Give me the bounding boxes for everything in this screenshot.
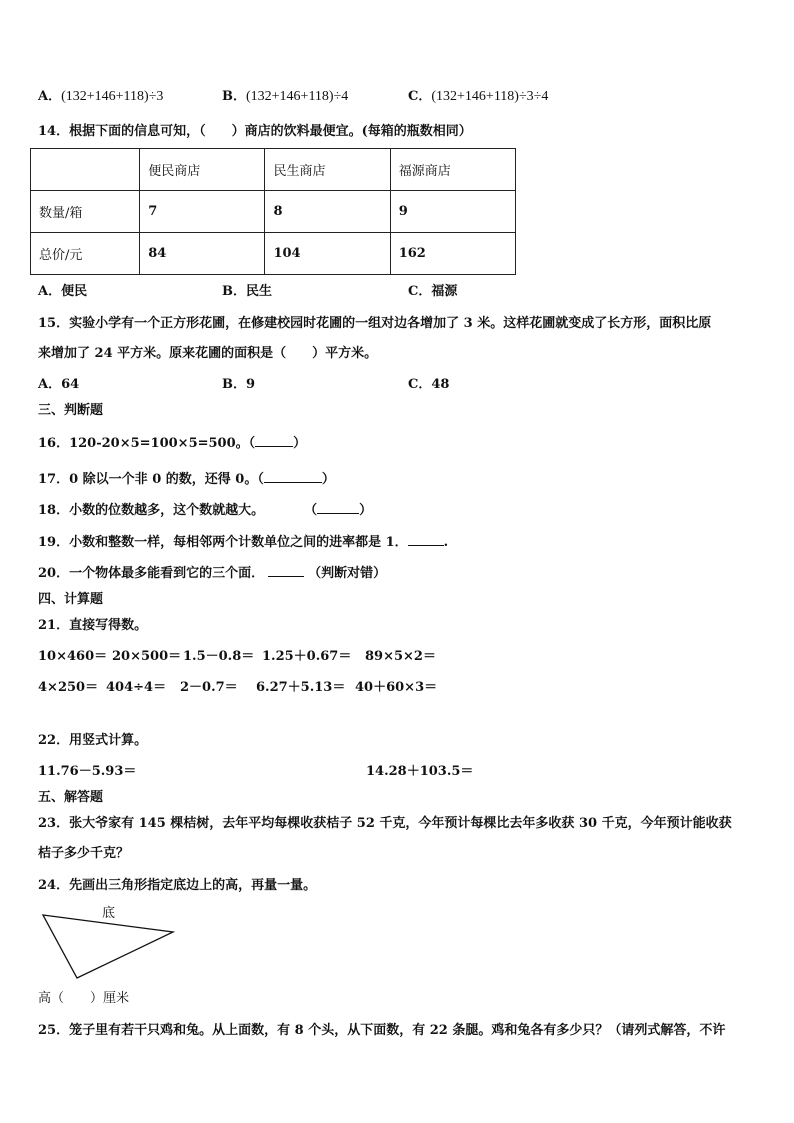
q17: [38, 470, 335, 489]
q13-option-a-letter: A．: [38, 89, 62, 104]
q23-line-2: 桔子多少千克？: [38, 846, 130, 861]
table-header-cell: 民生商店: [265, 149, 390, 191]
table-cell: 9: [390, 191, 515, 233]
q20-text: 20．一个物体最多能看到它的三个面．: [38, 566, 265, 581]
q13-option-c: [408, 88, 548, 106]
q15-line-2: 来增加了 24 平方米。原来花圃的面积是（ ）平方米。: [38, 346, 378, 361]
q21-item: 1.25＋0.67＝: [262, 649, 352, 664]
triangle-figure: [40, 905, 180, 980]
q14-option-b: B．民生: [222, 284, 272, 299]
q13-option-b-letter: B．: [222, 89, 246, 104]
q13-option-a: [38, 88, 163, 106]
table-cell: [31, 149, 140, 191]
q22-item: 11.76－5.93＝: [38, 764, 137, 779]
q16-close: ）: [293, 436, 307, 451]
q17-close: ）: [321, 472, 335, 487]
q13-option-b: [222, 88, 348, 106]
q24-answer: 高（ ）厘米: [38, 991, 130, 1006]
q15-option-a: A．64: [38, 377, 80, 392]
table-cell: 162: [390, 233, 515, 275]
q22-item: 14.28＋103.5＝: [366, 764, 474, 779]
q15-line-1: 15．实验小学有一个正方形花圃，在修建校园时花圃的一组对边各增加了 3 米。这样花圃就变成了长方形，面积比原: [38, 316, 712, 331]
q21-item: 20×500＝: [112, 649, 182, 664]
table-cell: 8: [265, 191, 390, 233]
q19-text: 19．小数和整数一样，每相邻两个计数单位之间的进率都是 1．: [38, 535, 408, 550]
q21-item: 10×460＝: [38, 649, 108, 664]
q14-stem: 14．根据下面的信息可知，（ ）商店的饮料最便宜。(每箱的瓶数相同）: [38, 124, 472, 139]
triangle-shape: [43, 915, 173, 978]
q19: [38, 533, 448, 552]
section-title-judgement: 三、判断题: [38, 403, 104, 418]
q14-option-c: C．福源: [408, 284, 458, 299]
q21-item: 4×250＝: [38, 680, 99, 695]
table-header-cell: 便民商店: [140, 149, 265, 191]
q18-close: ）: [359, 503, 373, 518]
q21-item: 404÷4＝: [106, 680, 167, 695]
q18-text: 18．小数的位数越多，这个数就越大。: [38, 503, 265, 518]
q20-end: （判断对错）: [308, 566, 387, 581]
q21-item: 40＋60×3＝: [355, 680, 438, 695]
section-title-calculation: 四、计算题: [38, 592, 104, 607]
table-cell: 7: [140, 191, 265, 233]
section-title-word-problems: 五、解答题: [38, 790, 104, 805]
answer-blank[interactable]: [317, 501, 359, 514]
shop-price-table: [30, 148, 516, 275]
q13-option-c-formula: (132+146+118)÷3÷4: [431, 89, 549, 104]
triangle-base-label: 底: [102, 906, 116, 921]
q13-option-b-formula: (132+146+118)÷4: [246, 89, 349, 104]
q16: [38, 434, 306, 453]
q23-line-1: 23．张大爷家有 145 棵桔树，去年平均每棵收获桔子 52 千克，今年预计每棵比去年多收获 30 千克，今年预计能收获: [38, 816, 732, 831]
table-cell: 84: [140, 233, 265, 275]
q19-end: .: [443, 535, 449, 550]
q21-item: 2－0.7＝: [180, 680, 238, 695]
table-row: [31, 233, 516, 275]
q24-stem: 24．先画出三角形指定底边上的高，再量一量。: [38, 878, 317, 893]
q21-stem: 21．直接写得数。: [38, 618, 148, 633]
q25-line-1: 25．笼子里有若干只鸡和兔。从上面数，有 8 个头，从下面数，有 22 条腿。鸡和兔各有多少只？（请列式解答，不许: [38, 1023, 726, 1038]
table-header-row: [31, 149, 516, 191]
q20: [38, 564, 386, 583]
q13-option-c-letter: C．: [408, 89, 432, 104]
q17-text: 17．0 除以一个非 0 的数，还得 0。（: [38, 472, 264, 487]
q15-option-b: B．9: [222, 377, 256, 392]
answer-blank[interactable]: [264, 470, 322, 483]
answer-blank[interactable]: [255, 434, 293, 447]
q13-option-a-formula: (132+146+118)÷3: [61, 89, 164, 104]
table-header-cell: 福源商店: [390, 149, 515, 191]
table-row: [31, 191, 516, 233]
q18-open: （: [304, 503, 318, 518]
table-cell: 104: [265, 233, 390, 275]
q21-item: 89×5×2＝: [365, 649, 436, 664]
answer-blank[interactable]: [268, 564, 304, 577]
q15-option-c: C．48: [408, 377, 450, 392]
table-row-label: 总价/元: [31, 233, 140, 275]
q16-text: 16．120-20×5=100×5=500。（: [38, 436, 256, 451]
q14-option-a: A．便民: [38, 284, 88, 299]
q22-stem: 22．用竖式计算。: [38, 733, 148, 748]
q21-item: 6.27＋5.13＝: [256, 680, 346, 695]
q21-item: 1.5－0.8＝: [183, 649, 255, 664]
q18: [38, 501, 372, 520]
answer-blank[interactable]: [408, 533, 444, 546]
table-row-label: 数量/箱: [31, 191, 140, 233]
